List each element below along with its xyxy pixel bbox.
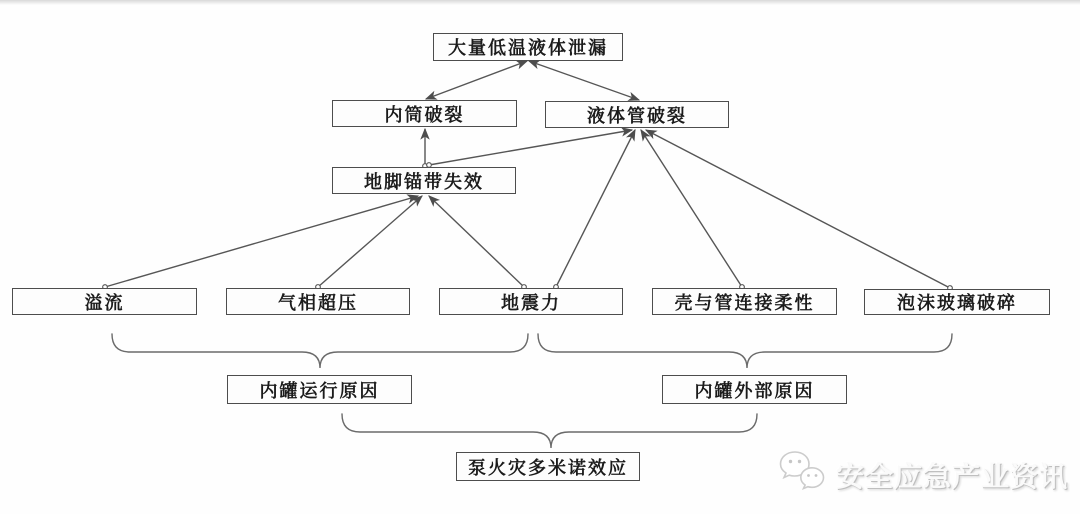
watermark [776,446,1068,503]
node-inner-tank-external-causes: 内罐外部原因 [662,375,847,404]
node-top-event: 大量低温液体泄漏 [433,33,623,61]
brace-inner-tank-operation [112,334,528,368]
wechat-logo-icon [776,446,828,503]
node-overflow: 溢流 [12,288,197,315]
watermark-text: 安全应急产业资讯 [836,460,1069,492]
edge-seismic-to-liquid-pipe [556,130,635,287]
node-pump-fire-domino-effect: 泵火灾多米诺效应 [456,452,640,481]
node-shell-pipe-flexibility: 壳与管连接柔性 [652,288,837,315]
brace-inner-tank-external [538,334,952,368]
node-anchor-strap-failure: 地脚锚带失效 [332,167,516,194]
brace-pump-fire-domino [342,414,757,448]
edge-anchor-to-liquid-pipe [429,130,632,165]
node-vapor-overpressure: 气相超压 [226,288,410,315]
node-foam-glass-crushing: 泡沫玻璃破碎 [864,289,1050,315]
node-liquid-pipe-rupture: 液体管破裂 [545,101,729,128]
node-inner-cylinder-rupture: 内筒破裂 [332,100,517,127]
node-seismic-force: 地震力 [439,288,623,315]
edge-top-to-liquid-pipe [529,61,639,100]
edge-seismic-to-anchor [429,196,524,287]
edge-top-to-inner-cylinder [426,61,527,99]
node-inner-tank-operation-causes: 内罐运行原因 [227,375,412,404]
